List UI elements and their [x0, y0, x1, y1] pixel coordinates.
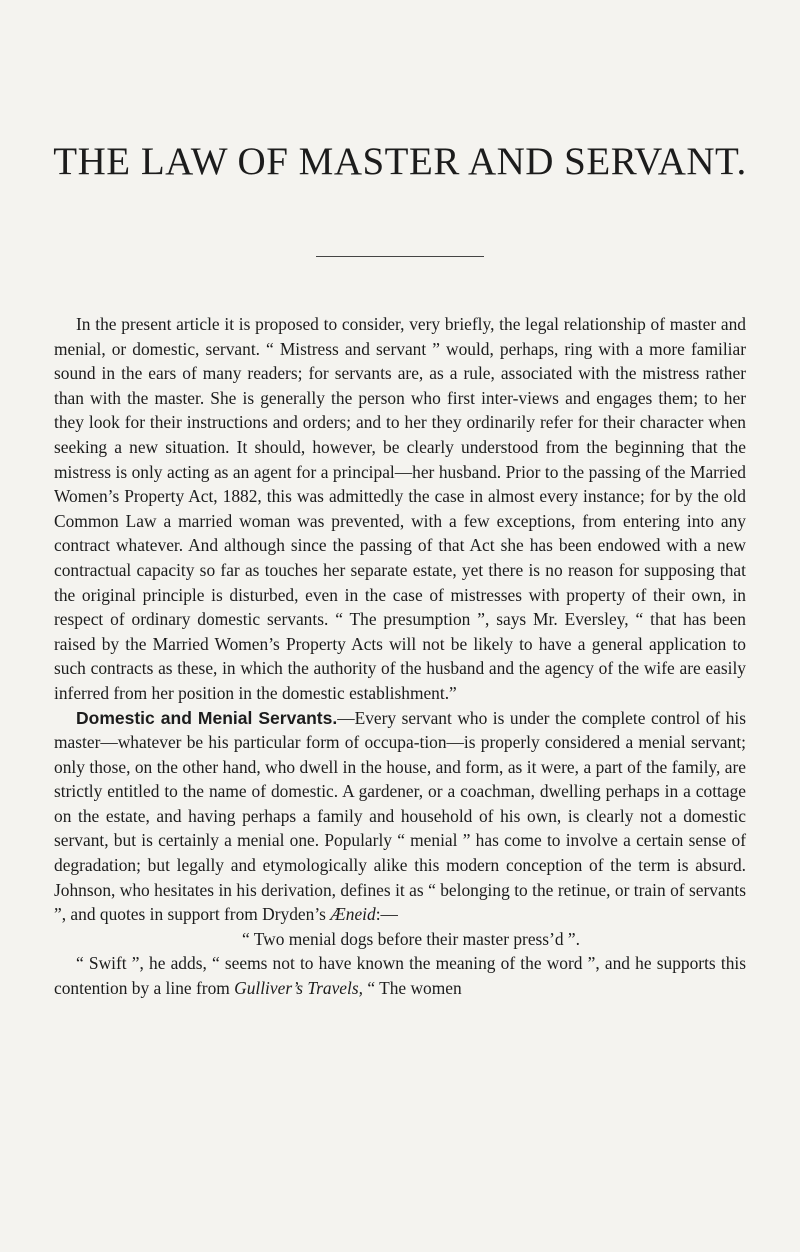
- aeneid-title: Æneid: [330, 904, 376, 925]
- paragraph-text: —Every servant who is under the complete control of his master—whatever be his particular form of occupa-tion—is properly considered a menial servant; only those, on the other hand, who dwell in the house, and form, as it were, a part of the family, are strictly entitled to the name of domestic. A gardener, or a coachman, dwelling perhaps in a cottage on the estate, and having perhaps a family and household of his own, is clearly not a domestic servant, but is certainly a menial one. Popularly “ menial ” has come to involve a certain sense of degradation; but legally and etymologically alike this modern conception of the term is absurd. Johnson, who hesitates in his derivation, defines it as “ belonging to the retinue, or train of servants ”, and quotes in support from Dryden’s: [54, 707, 746, 925]
- paragraph-end: “ The women: [362, 978, 462, 999]
- domestic-servants-paragraph: [54, 706, 746, 927]
- title-divider: [316, 256, 484, 257]
- swift-paragraph: [54, 951, 746, 1000]
- paragraph-text: “ Swift ”, he adds, “ seems not to have known the meaning of the word ”, and he supports this contention by a line from: [54, 953, 746, 999]
- gulliver-title: Gulliver’s Travels,: [234, 978, 363, 999]
- intro-paragraph: In the present article it is proposed to consider, very briefly, the legal relationship of master and menial, or domestic, servant. “ Mistress and servant ” would, perhaps, ring with a more familiar sound in the ears of many readers; for servants are, as a rule, associated with the mistress rather than with the master. She is generally the person who first inter-views and engages them; to her they look for their instructions and orders; and to her they ordinarily refer for their character when seeking a new situation. It should, however, be clearly understood from the beginning that the mistress is only acting as an agent for a principal—her husband. Prior to the passing of the Married Women’s Property Act, 1882, this was admittedly the case in almost every instance; for by the old Common Law a married woman was prevented, with a few exceptions, from entering into any contract whatever. And although since the passing of that Act she has been endowed with a new contractual capacity so far as touches her separate estate, yet there is no reason for supposing that the original principle is disturbed, even in the case of mistresses with property of their own, in respect of ordinary domestic servants. “ The presumption ”, says Mr. Eversley, “ that has been raised by the Married Women’s Property Acts will not be likely to have a general application to such contracts as these, in which the authority of the husband and the agency of the wife are easily inferred from her position in the domestic establishment.”: [54, 314, 746, 703]
- article-title: THE LAW OF MASTER AND SERVANT.: [53, 140, 747, 183]
- article-body: [54, 312, 746, 1001]
- paragraph-end: :—: [375, 904, 398, 925]
- section-heading: Domestic and Menial Servants.: [76, 707, 338, 728]
- dryden-quote: “ Two menial dogs before their master press’d ”.: [242, 928, 580, 949]
